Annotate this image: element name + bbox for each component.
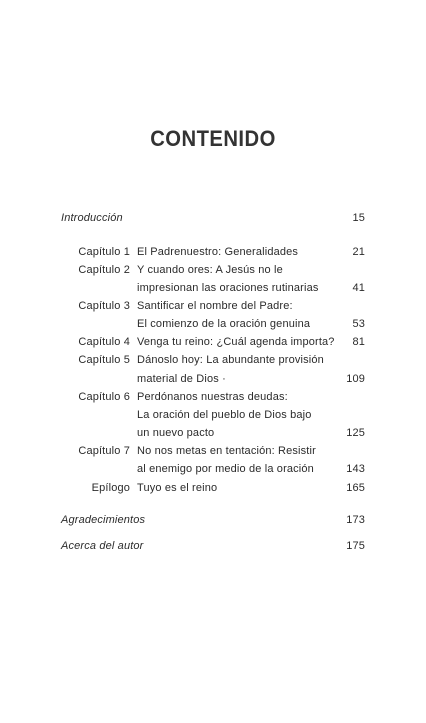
- toc-chapter-4[interactable]: [0, 335, 426, 349]
- toc-chapter-5-continued: [0, 372, 426, 386]
- toc-chapter-7[interactable]: [0, 444, 426, 458]
- toc-page-number: 41: [352, 282, 365, 294]
- chapter-title: El Padrenuestro: Generalidades: [137, 246, 299, 258]
- chapter-label: Epílogo: [91, 482, 130, 494]
- toc-entry-about-author[interactable]: [0, 539, 426, 553]
- toc-chapter-2[interactable]: [0, 263, 426, 277]
- page-title: CONTENIDO: [150, 126, 276, 151]
- toc-page-number: 175: [346, 540, 365, 552]
- chapter-label: Capítulo 2: [78, 264, 130, 276]
- chapter-label: Capítulo 3: [78, 300, 130, 312]
- toc-chapter-6-continued: [0, 426, 426, 440]
- toc-entry-intro[interactable]: [0, 211, 426, 225]
- toc-page-number: 165: [346, 482, 365, 494]
- toc-page-number: 109: [346, 373, 365, 385]
- toc-chapter-7-continued: [0, 462, 426, 476]
- toc-chapter-1[interactable]: [0, 245, 426, 259]
- toc-chapter-3-continued: [0, 317, 426, 331]
- chapter-title: material de Dios ·: [137, 373, 226, 385]
- chapter-title: La oración del pueblo de Dios bajo: [137, 409, 312, 421]
- chapter-title: impresionan las oraciones rutinarias: [137, 282, 319, 294]
- chapter-label: Capítulo 6: [78, 391, 130, 403]
- chapter-title: Perdónanos nuestras deudas:: [137, 391, 288, 403]
- chapter-label: Capítulo 7: [78, 445, 130, 457]
- chapter-title: Y cuando ores: A Jesús no le: [137, 264, 283, 276]
- toc-chapter-3[interactable]: [0, 299, 426, 313]
- toc-epilogue[interactable]: [0, 481, 426, 495]
- toc-page-number: 53: [352, 318, 365, 330]
- toc-entry-label: Acerca del autor: [61, 540, 144, 552]
- chapter-label: Capítulo 1: [78, 246, 130, 258]
- chapter-title: Venga tu reino: ¿Cuál agenda importa?: [137, 336, 335, 348]
- toc-page-number: 125: [346, 427, 365, 439]
- toc-entry-label: Agradecimientos: [61, 514, 146, 526]
- toc-chapter-6[interactable]: [0, 390, 426, 404]
- toc-page-number: 143: [346, 463, 365, 475]
- chapter-title: Tuyo es el reino: [137, 482, 218, 494]
- toc-page-number: 173: [346, 514, 365, 526]
- toc-chapter-5[interactable]: [0, 353, 426, 367]
- toc-entry-label: Introducción: [61, 212, 123, 224]
- chapter-title: al enemigo por medio de la oración: [137, 463, 314, 475]
- toc-entry-acknowledgments[interactable]: [0, 513, 426, 527]
- chapter-title: Dánoslo hoy: La abundante provisión: [137, 354, 324, 366]
- chapter-title: El comienzo de la oración genuina: [137, 318, 311, 330]
- toc-chapter-6-continued: [0, 408, 426, 422]
- chapter-title: Santificar el nombre del Padre:: [137, 300, 293, 312]
- chapter-label: Capítulo 5: [78, 354, 130, 366]
- chapter-title: un nuevo pacto: [137, 427, 215, 439]
- chapter-label: Capítulo 4: [78, 336, 130, 348]
- toc-chapter-2-continued: [0, 281, 426, 295]
- chapter-title: No nos metas en tentación: Resistir: [137, 445, 316, 457]
- toc-page-number: 15: [352, 212, 365, 224]
- toc-page-number: 21: [352, 246, 365, 258]
- toc-page-number: 81: [352, 336, 365, 348]
